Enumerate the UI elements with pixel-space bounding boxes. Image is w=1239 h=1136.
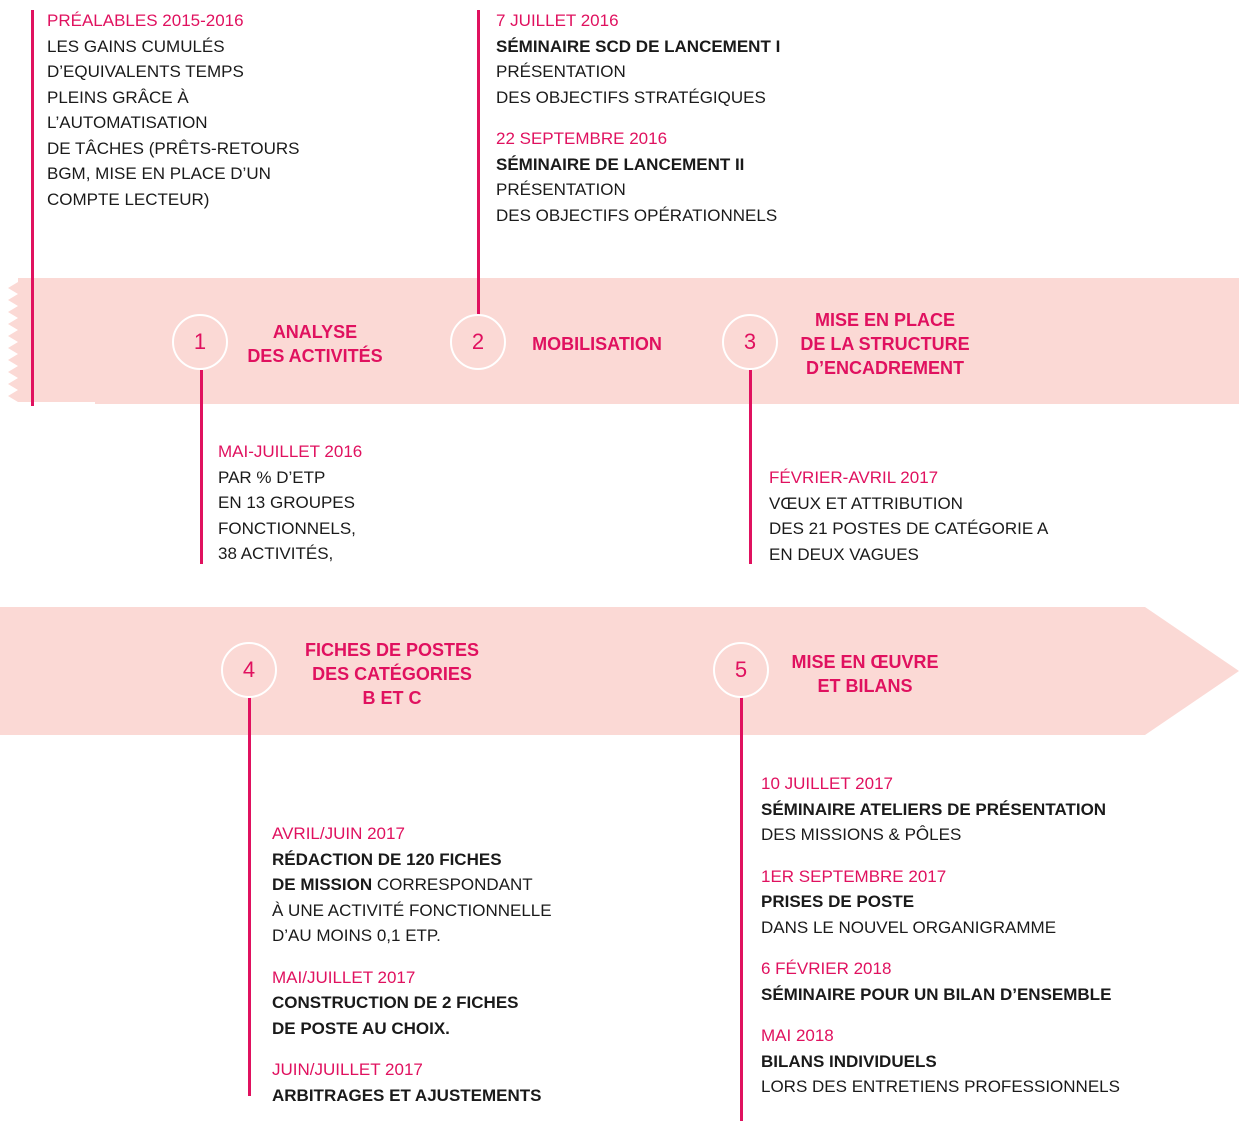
connector-bilans [740, 697, 743, 1121]
timeline-band-bottom [0, 607, 1239, 737]
event-date: 7 JUILLET 2016 [496, 11, 619, 30]
event-line: DES MISSIONS & PÔLES [761, 825, 962, 844]
connector-mobilisation [477, 10, 480, 316]
prealables-line: D’EQUIVALENTS TEMPS [47, 62, 244, 81]
event-title: ARBITRAGES ET AJUSTEMENTS [272, 1085, 542, 1105]
connector-prealables [31, 10, 34, 406]
step-2-title-line: MOBILISATION [532, 334, 662, 354]
analyse-line: 38 ACTIVITÉS, [218, 544, 334, 563]
prealables-date: PRÉALABLES 2015-2016 [47, 11, 244, 30]
step-2-title [512, 332, 682, 356]
step-2-number: 2 [471, 329, 485, 354]
encadrement-block [769, 465, 1048, 567]
event-title: BILANS INDIVIDUELS [761, 1051, 937, 1071]
step-3-title-line: DE LA STRUCTURE [800, 334, 970, 354]
prealables-line: DE TÂCHES (PRÊTS-RETOURS [47, 138, 300, 158]
encadrement-line: VŒUX ET ATTRIBUTION [769, 493, 963, 513]
step-2-circle [450, 314, 506, 370]
prealables-block [47, 8, 300, 212]
event-line: DANS LE NOUVEL ORGANIGRAMME [761, 917, 1057, 937]
step-1-circle [172, 314, 228, 370]
analyse-line: PAR % D’ETP [218, 467, 326, 487]
prealables-line: L’AUTOMATISATION [47, 113, 208, 132]
event-title: DE MISSION [272, 875, 373, 894]
event-line: LORS DES ENTRETIENS PROFESSIONNELS [761, 1077, 1120, 1096]
step-5-circle [713, 642, 769, 698]
event-date: 10 JUILLET 2017 [761, 774, 893, 793]
analyse-line: EN 13 GROUPES [218, 493, 355, 512]
step-1-title [225, 320, 405, 368]
analyse-date: MAI-JUILLET 2016 [218, 442, 363, 461]
step-1-title-line: DES ACTIVITÉS [247, 346, 383, 366]
mobilisation-block [496, 8, 780, 228]
step-3-title-line: D’ENCADREMENT [805, 358, 964, 378]
prealables-line: COMPTE LECTEUR) [47, 189, 210, 209]
event-title: PRISES DE POSTE [761, 892, 915, 911]
event-date: JUIN/JUILLET 2017 [272, 1060, 423, 1079]
step-3-title-line: MISE EN PLACE [814, 310, 956, 330]
step-4-title-line: DES CATÉGORIES [312, 664, 472, 684]
step-4-number: 4 [242, 657, 256, 682]
encadrement-line: EN DEUX VAGUES [769, 544, 919, 564]
event-date: AVRIL/JUIN 2017 [272, 824, 405, 843]
step-4-title-line: FICHES DE POSTES [304, 640, 480, 660]
step-4-title [282, 638, 502, 710]
event-title: RÉDACTION DE 120 FICHES [272, 849, 502, 869]
event-line [272, 872, 552, 898]
connector-encadrement [749, 370, 752, 564]
event-date: 6 FÉVRIER 2018 [761, 959, 892, 978]
connector-fiches [248, 697, 251, 1096]
step-3-circle [722, 314, 778, 370]
event-line: PRÉSENTATION [496, 180, 626, 199]
step-5-number: 5 [734, 657, 748, 682]
prealables-line: BGM, MISE EN PLACE D’UN [47, 164, 271, 183]
encadrement-line: DES 21 POSTES DE CATÉGORIE A [769, 519, 1049, 538]
event-title: SÉMINAIRE SCD DE LANCEMENT I [496, 36, 781, 56]
event-title: SÉMINAIRE ATELIERS DE PRÉSENTATION [761, 799, 1107, 819]
prealables-line: PLEINS GRÂCE À [47, 87, 189, 107]
event-title: DE POSTE AU CHOIX. [272, 1018, 450, 1038]
event-title: SÉMINAIRE POUR UN BILAN D’ENSEMBLE [761, 984, 1112, 1004]
step-4-circle [221, 642, 277, 698]
step-5-title-line: ET BILANS [817, 676, 913, 696]
event-line: DES OBJECTIFS STRATÉGIQUES [496, 87, 766, 107]
event-title: CONSTRUCTION DE 2 FICHES [272, 993, 519, 1012]
step-4-title-line: B ET C [362, 688, 422, 708]
fiches-block [272, 821, 552, 1108]
step-5-title-line: MISE EN ŒUVRE [791, 652, 939, 672]
step-3-number: 3 [743, 329, 757, 354]
step-3-title [785, 308, 985, 380]
event-text: CORRESPONDANT [372, 875, 533, 894]
event-date: MAI 2018 [761, 1026, 834, 1045]
connector-analyse [200, 370, 203, 564]
step-1-title-line: ANALYSE [272, 322, 358, 342]
encadrement-date: FÉVRIER-AVRIL 2017 [769, 468, 939, 487]
analyse-block [218, 439, 362, 567]
event-title: SÉMINAIRE DE LANCEMENT II [496, 154, 745, 174]
event-line: PRÉSENTATION [496, 62, 626, 81]
event-line: DES OBJECTIFS OPÉRATIONNELS [496, 205, 778, 225]
analyse-line: FONCTIONNELS, [218, 518, 356, 538]
prealables-line: LES GAINS CUMULÉS [47, 36, 225, 56]
step-5-title [770, 650, 960, 698]
bilans-block [761, 771, 1120, 1100]
event-date: 1ER SEPTEMBRE 2017 [761, 866, 947, 886]
event-line: D’AU MOINS 0,1 ETP. [272, 926, 441, 945]
event-line: À UNE ACTIVITÉ FONCTIONNELLE [272, 900, 552, 920]
step-1-number: 1 [193, 329, 207, 354]
event-date: 22 SEPTEMBRE 2016 [496, 129, 668, 148]
event-date: MAI/JUILLET 2017 [272, 967, 416, 987]
